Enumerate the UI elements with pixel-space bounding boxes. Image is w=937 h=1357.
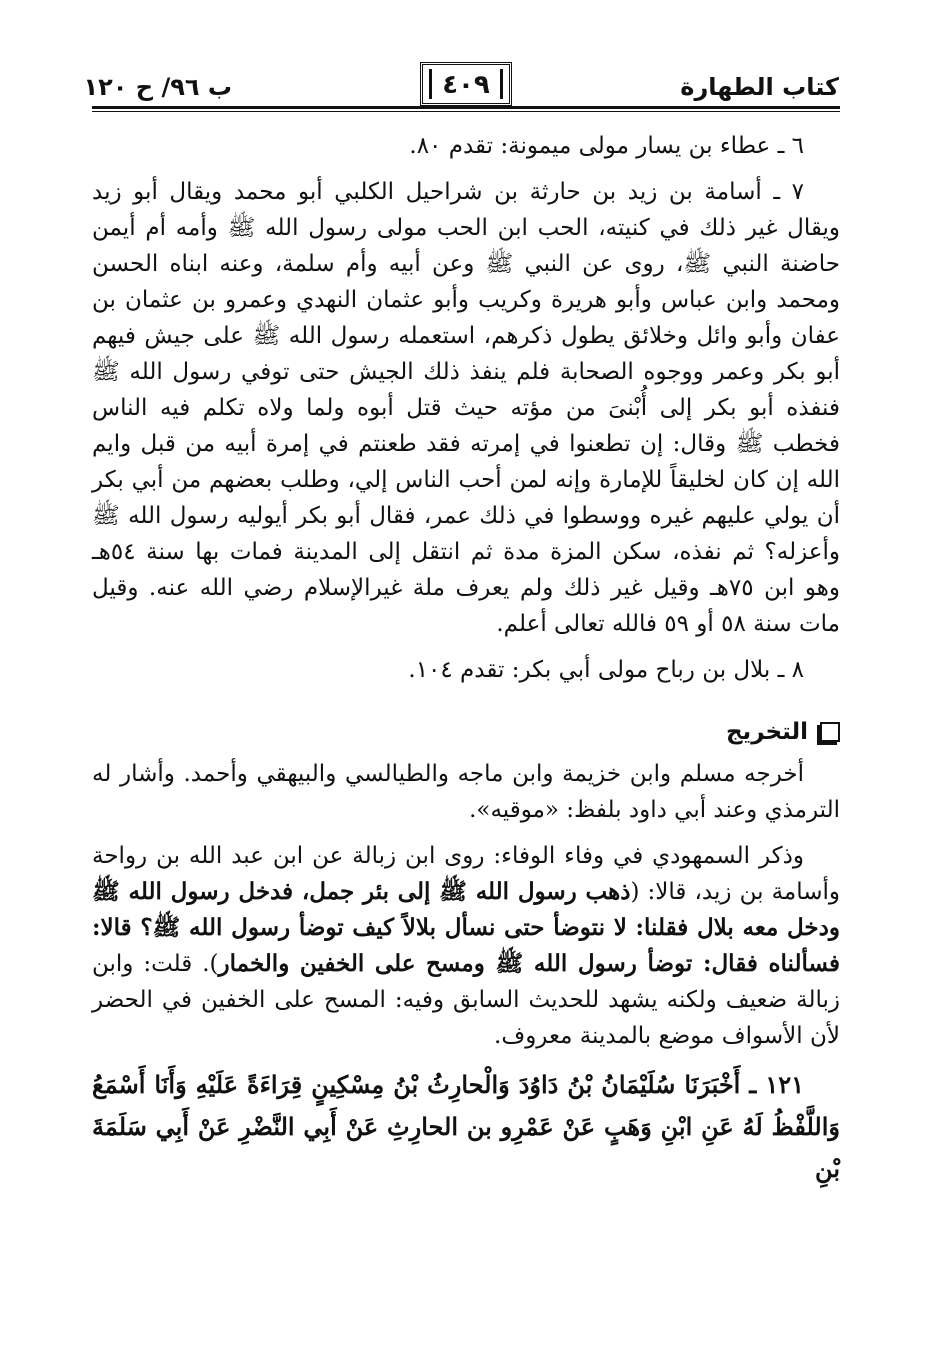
page-number-frame	[420, 62, 512, 106]
header-rule-thin	[92, 111, 840, 112]
hadith-121: ١٢١ ـ أَخْبَرَنَا سُلَيْمَانُ بْنُ دَاوُدَ وَالْحارِثُ بْنُ مِسْكِينٍ قِرَاءَةً عَلَيْهِ وَأَنَا أَسْمَعُ وَاللَّفْظُ لَهُ عَنِ ابْنِ وَهَبٍ عَنْ عَمْرِو بن الحارِثِ عَنْ أَبِي النَّضْرِ عَنْ أَبِي سَلَمَةَ بْنِ	[92, 1070, 840, 1183]
header-rule	[92, 106, 840, 109]
square-bullet-icon	[820, 722, 840, 742]
header-reference: ب ٩٦/ ح ١٢٠	[83, 73, 232, 101]
section-heading-text: التخريج	[725, 719, 808, 745]
page-number: ٤٠٩	[429, 69, 503, 99]
narrator-item-6: ٦ ـ عطاء بن يسار مولى ميمونة: تقدم ٨٠.	[409, 133, 804, 159]
narrator-item-7: ٧ ـ أسامة بن زيد بن حارثة بن شراحيل الكلبي أبو محمد ويقال أبو زيد ويقال غير ذلك في كنيته، الحب ابن الحب مولى رسول الله ﷺ وأمه أم أيمن حاضنة النبي ﷺ، روى عن النبي ﷺ وعن أبيه وأم سلمة، وعنه ابناه الحسن ومحمد وابن عباس وأبو هريرة وكريب وأبو عثمان النهدي وعمرو بن عثمان بن عفان وأبو وائل وخلائق يطول ذكرهم، استعمله رسول الله ﷺ على جيش فيهم أبو بكر وعمر ووجوه الصحابة فلم ينفذ ذلك الجيش حتى توفي رسول الله ﷺ فنفذه أبو بكر إلى أُبْنىَ من مؤته حيث قتل أبوه ولما ولاه تكلم فيه الناس فخطب ﷺ وقال: إن تطعنوا في إمرته فقد طعنتم في إمرة أبيه من قبل وايم الله إن كان لخليقاً للإمارة وإنه لمن أحب الناس إلي، وطلب بعضهم من أبي بكر أن يولي عليهم غيره ووسطوا في ذلك عمر، فقال أبو بكر أيوليه رسول الله ﷺ وأعزله؟ ثم نفذه، سكن المزة مدة ثم انتقل إلى المدينة فمات بها سنة ٥٤هـ وهو ابن ٧٥هـ وقيل غير ذلك ولم يعرف ملة غيرالإسلام رضي الله عنه. وقيل مات سنة ٥٨ أو ٥٩ فالله تعالى أعلم.	[92, 179, 840, 637]
page-body	[92, 128, 840, 1200]
takhrij-paragraph-1: أخرجه مسلم وابن خزيمة وابن ماجه والطيالسي والبيهقي وأحمد. وأشار له الترمذي وعند أبي داود بلفظ: «موقيه».	[92, 761, 840, 823]
takhrij-paragraph-2	[92, 838, 840, 1054]
takhrij-intro: وذكر السمهودي في وفاء الوفاء: روى ابن زبالة عن ابن عبد الله بن رواحة وأسامة بن زيد، قالا: (	[92, 843, 840, 905]
book-title: كتاب الطهارة	[680, 73, 839, 101]
section-heading-takhrij	[92, 714, 840, 750]
narrator-item-8: ٨ ـ بلال بن رباح مولى أبي بكر: تقدم ١٠٤.	[408, 657, 804, 683]
takhrij-commentary: ). قلت: وابن زبالة ضعيف ولكنه يشهد للحديث السابق وفيه: المسح على الخفين في الحضر لأن الأسواف موضع بالمدينة معروف.	[92, 951, 840, 1049]
takhrij-quoted-report: ذهب رسول الله ﷺ إلى بئر جمل، فدخل رسول الله ﷺ ودخل معه بلال فقلنا: لا نتوضأ حتى نسأل بلالاً كيف توضأ رسول الله ﷺ؟ قالا: فسألناه فقال: توضأ رسول الله ﷺ ومسح على الخفين والخمار	[92, 878, 840, 977]
